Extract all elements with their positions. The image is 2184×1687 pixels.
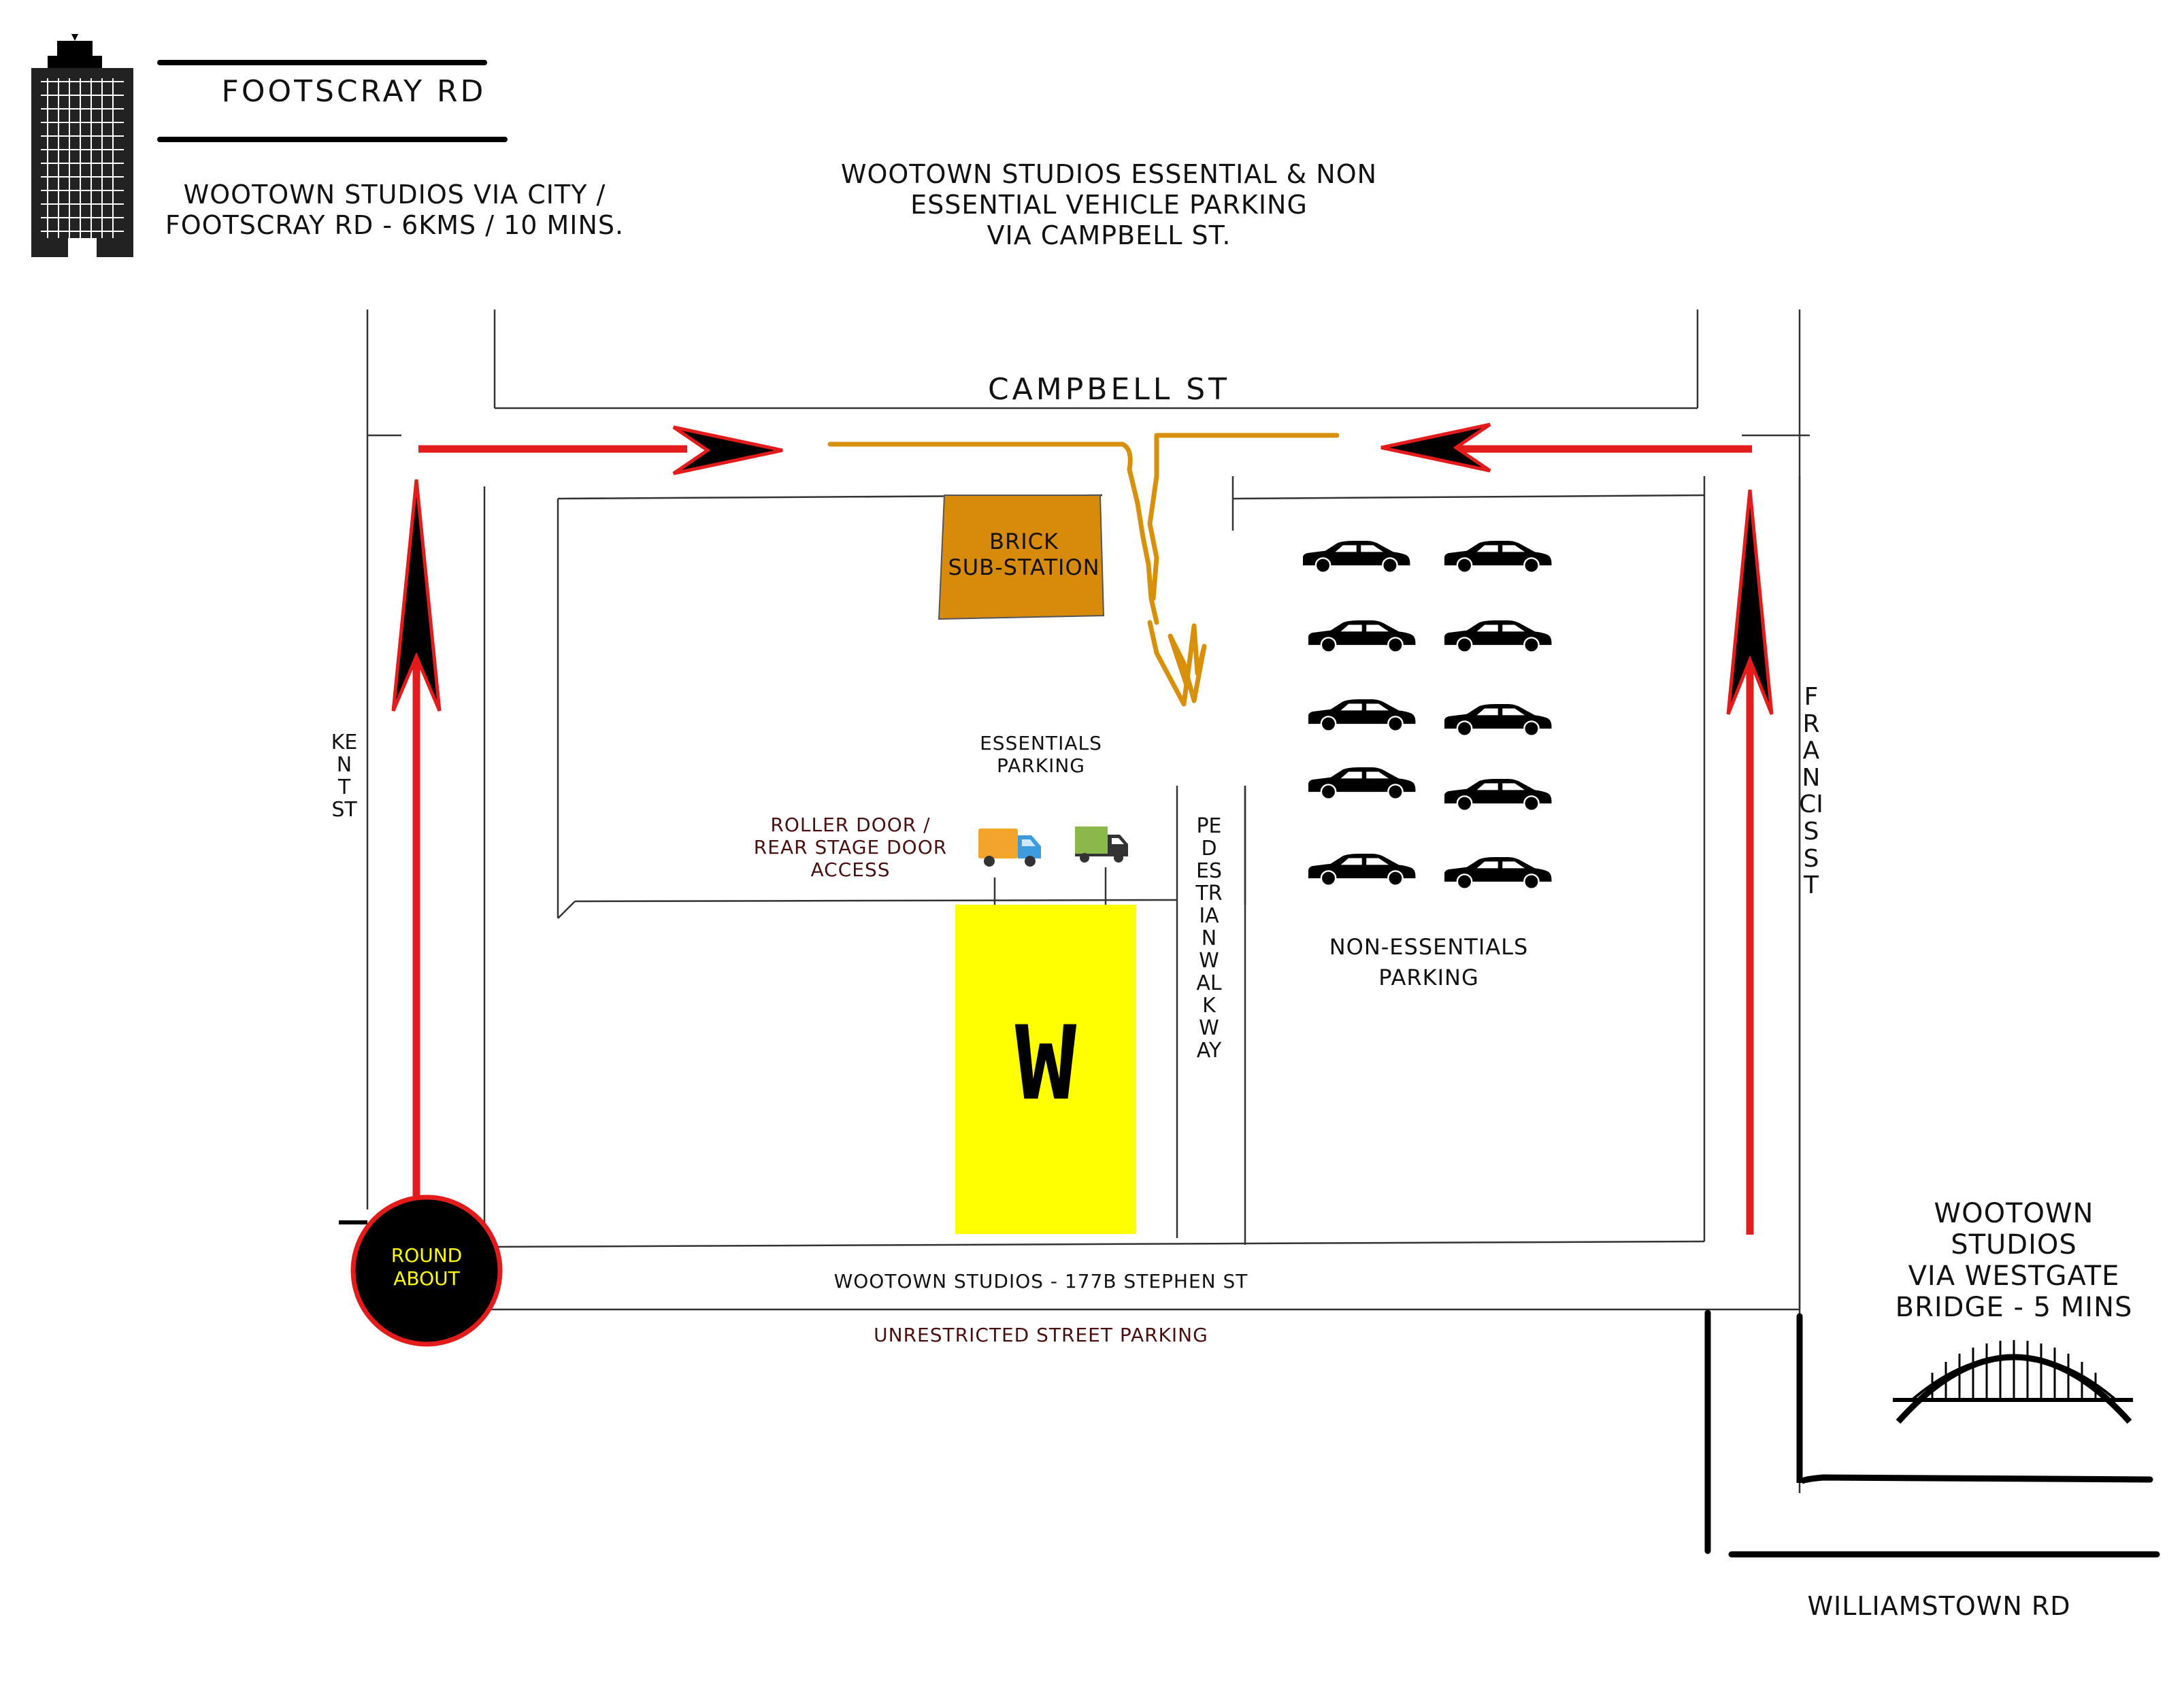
roller-door-line1: ROLLER DOOR / xyxy=(770,814,931,836)
nonessentials-parking-line1: NON-ESSENTIALS xyxy=(1329,934,1529,960)
westgate-line4: BRIDGE - 5 MINS xyxy=(1895,1292,2133,1323)
city-route-line1: WOOTOWN STUDIOS VIA CITY / xyxy=(183,180,606,210)
pedestrian-walkway-label: PEDESTRIAN WALKWAY xyxy=(1195,814,1223,1063)
roller-door-line2: REAR STAGE DOOR xyxy=(753,836,948,858)
car-icon xyxy=(1444,857,1551,889)
parking-info-line2: ESSENTIAL VEHICLE PARKING xyxy=(910,190,1308,220)
arch-bridge-icon xyxy=(1893,1340,2133,1422)
essentials-parking-line2: PARKING xyxy=(997,754,1085,777)
street-outlines xyxy=(367,310,1810,1493)
truck-icon-green xyxy=(1075,826,1128,863)
substation-label-line1: BRICK xyxy=(989,529,1059,554)
building-letter: W xyxy=(1014,1005,1077,1123)
williamstown-rd-label: WILLIAMSTOWN RD xyxy=(1807,1591,2071,1621)
car-icon xyxy=(1444,779,1551,811)
car-icon xyxy=(1308,767,1415,799)
westgate-line3: VIA WESTGATE xyxy=(1908,1260,2120,1292)
kent-st-label: KENT ST xyxy=(331,731,358,822)
substation-label xyxy=(942,517,1106,592)
substation-label-line2: SUB-STATION xyxy=(948,554,1100,580)
car-icon xyxy=(1308,620,1415,652)
stephen-st-label: WOOTOWN STUDIOS - 177B STEPHEN ST xyxy=(833,1270,1248,1292)
williamstown-road-lines xyxy=(1708,1313,2157,1554)
footscray-road-label: FOOTSCRAY RD xyxy=(221,74,486,109)
city-route-line2: FOOTSCRAY RD - 6KMS / 10 MINS. xyxy=(165,210,625,240)
westgate-line2: STUDIOS xyxy=(1951,1229,2077,1260)
parking-info-line3: VIA CAMPBELL ST. xyxy=(987,220,1231,250)
nonessentials-parking-line2: PARKING xyxy=(1378,965,1479,990)
street-parking-label: UNRESTRICTED STREET PARKING xyxy=(874,1324,1208,1346)
truck-icon-orange xyxy=(978,829,1041,867)
car-icon xyxy=(1444,620,1551,652)
roller-door-line3: ACCESS xyxy=(810,858,891,881)
car-icon xyxy=(1308,699,1415,731)
car-icon xyxy=(1444,541,1551,573)
arrowhead-east xyxy=(674,427,782,473)
roundabout-label-line1: ROUND xyxy=(391,1244,463,1267)
francis-st-label: FRANCIS ST xyxy=(1799,683,1823,900)
essentials-parking-line1: ESSENTIALS xyxy=(980,732,1102,754)
car-icon xyxy=(1303,541,1410,573)
skyscraper-icon xyxy=(31,34,133,257)
parking-info-line1: WOOTOWN STUDIOS ESSENTIAL & NON xyxy=(840,159,1378,189)
car-icon xyxy=(1308,854,1415,886)
car-grid xyxy=(1303,541,1551,889)
car-icon xyxy=(1444,704,1551,736)
roundabout-label-line2: ABOUT xyxy=(393,1267,460,1290)
westgate-line1: WOOTOWN xyxy=(1934,1198,2094,1229)
campbell-st-label: CAMPBELL ST xyxy=(987,372,1231,407)
